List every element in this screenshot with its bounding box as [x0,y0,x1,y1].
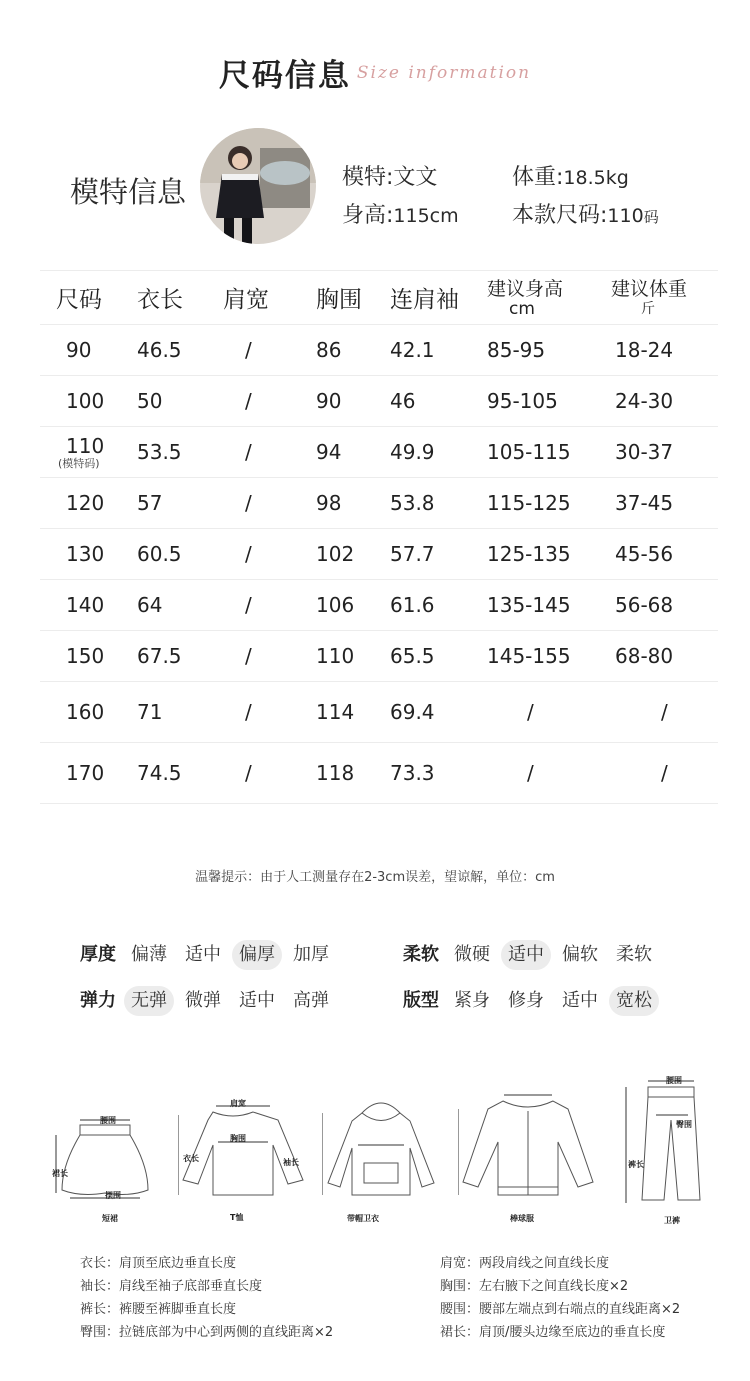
table-cell: 30-37 [605,427,718,478]
table-cell: 145-155 [487,631,605,682]
header-rec-height: 建议身高 cm [487,271,605,325]
table-cell: 95-105 [487,376,605,427]
table-cell: 90 [40,325,137,376]
baseball-jacket-diagram [458,1087,598,1205]
table-cell: 50 [137,376,223,427]
model-weight: 体重:18.5kg [512,165,629,190]
table-cell: 57 [137,478,223,529]
header-length: 衣长 [137,271,223,325]
definition-line: 腰围：腰部左端点到右端点的直线距离×2 [440,1302,681,1317]
tshirt-sleeve-label: 袖长 [283,1158,299,1167]
pants-name: 卫裤 [664,1216,680,1225]
attr-option: 高弹 [293,990,329,1011]
skirt-length-label: 裙长 [52,1169,68,1178]
garment-diagrams [40,1075,720,1235]
definition-line: 臀围：拉链底部为中心到两侧的直线距离×2 [80,1325,334,1340]
table-row [40,631,718,682]
table-cell: 105-115 [487,427,605,478]
attr-option: 微硬 [454,944,490,965]
header-chest: 胸围 [316,271,390,325]
table-cell: 69.4 [390,682,487,743]
table-cell: 90 [316,376,390,427]
attr-option: 偏薄 [131,944,167,965]
table-cell: 110 [316,631,390,682]
attr-label: 厚度 [80,944,116,965]
model-name: 模特:文文 [342,165,438,190]
table-row [40,478,718,529]
table-header-row [40,271,718,325]
header-rec-weight: 建议体重 斤 [605,271,718,325]
attr-fit [403,986,663,1016]
skirt-waist-label: 腰围 [100,1116,116,1125]
definitions-left [80,1252,333,1344]
definition-line: 裙长：肩顶/腰头边缘至底边的垂直长度 [440,1325,666,1340]
table-cell: 118 [316,743,390,804]
title-cn: 尺码信息 [218,58,351,94]
table-cell: 102 [316,529,390,580]
table-cell: 110 (模特码) [40,427,137,478]
attr-softness [403,940,663,970]
pants-hip-label: 臀围 [676,1120,692,1129]
header-sleeve: 连肩袖 [390,271,487,325]
table-cell: 57.7 [390,529,487,580]
table-cell: / [223,743,316,804]
table-cell: / [223,427,316,478]
skirt-name: 短裙 [102,1214,118,1223]
table-cell: / [605,743,718,804]
table-cell: 86 [316,325,390,376]
table-cell: 114 [316,682,390,743]
table-cell: 65.5 [390,631,487,682]
header-size: 尺码 [40,271,137,325]
tshirt-chest-label: 胸围 [230,1134,246,1143]
table-row [40,427,718,478]
table-cell: 160 [40,682,137,743]
tshirt-name: T恤 [230,1213,244,1222]
table-cell: 73.3 [390,743,487,804]
table-cell: / [223,631,316,682]
table-cell: 85-95 [487,325,605,376]
table-row [40,743,718,804]
table-cell: 71 [137,682,223,743]
attr-label: 柔软 [403,944,439,965]
table-cell: 67.5 [137,631,223,682]
definitions-right [440,1252,680,1344]
table-cell: 53.5 [137,427,223,478]
pants-length-label: 裤长 [628,1160,644,1169]
attr-option: 修身 [508,990,544,1011]
attr-elasticity [80,986,340,1016]
table-cell: / [223,682,316,743]
attr-option: 适中 [562,990,598,1011]
table-cell: 74.5 [137,743,223,804]
definition-line: 肩宽：两段肩线之间直线长度 [440,1256,610,1271]
model-size-note: (模特码) [58,457,100,470]
model-height: 身高:115cm [342,203,459,228]
attr-option-selected: 宽松 [609,986,659,1016]
hoodie-name: 带帽卫衣 [347,1214,379,1223]
attr-label: 弹力 [80,990,116,1011]
table-cell: 37-45 [605,478,718,529]
measurement-tip: 温馨提示：由于人工测量存在2-3cm误差，望谅解，单位：cm [195,870,555,885]
tshirt-diagram [178,1100,318,1200]
attr-option: 适中 [185,944,221,965]
table-cell: 94 [316,427,390,478]
pants-waist-label: 腰围 [666,1076,682,1085]
table-cell: 140 [40,580,137,631]
table-row [40,580,718,631]
table-cell: 18-24 [605,325,718,376]
table-cell: 53.8 [390,478,487,529]
table-cell: / [223,580,316,631]
table-cell: 98 [316,478,390,529]
table-cell: 61.6 [390,580,487,631]
definition-line: 衣长：肩顶至底边垂直长度 [80,1256,237,1271]
table-cell: 64 [137,580,223,631]
table-cell: / [223,325,316,376]
attr-option-selected: 适中 [501,940,551,970]
table-cell: / [223,478,316,529]
attr-label: 版型 [403,990,439,1011]
table-cell: 42.1 [390,325,487,376]
model-section-label: 模特信息 [70,175,187,209]
baseball-jacket-name: 棒球服 [510,1214,534,1223]
table-cell: 170 [40,743,137,804]
table-cell: / [223,529,316,580]
tshirt-shoulder-label: 肩宽 [230,1099,246,1108]
table-cell: 45-56 [605,529,718,580]
attr-thickness [80,940,340,970]
table-cell: 150 [40,631,137,682]
table-cell: 115-125 [487,478,605,529]
table-cell: 46.5 [137,325,223,376]
table-row [40,529,718,580]
model-size: 本款尺码:110码 [512,203,659,228]
table-row [40,325,718,376]
table-row [40,376,718,427]
table-cell: 24-30 [605,376,718,427]
attr-option: 加厚 [293,944,329,965]
table-cell: 46 [390,376,487,427]
attr-option: 适中 [239,990,275,1011]
definition-line: 裤长：裤腰至裤脚垂直长度 [80,1302,237,1317]
attr-option: 微弹 [185,990,221,1011]
definition-line: 袖长：肩线至袖子底部垂直长度 [80,1279,263,1294]
table-cell: 49.9 [390,427,487,478]
table-cell: 130 [40,529,137,580]
header-shoulder: 肩宽 [223,271,316,325]
table-cell: / [223,376,316,427]
table-cell: / [605,682,718,743]
title-en: Size information [356,62,532,83]
skirt-hem-label: 摆围 [105,1191,121,1200]
size-table [40,270,718,804]
tshirt-length-label: 衣长 [183,1154,199,1163]
attr-option-selected: 无弹 [124,986,174,1016]
definition-line: 胸围：左右腋下之间直线长度×2 [440,1279,629,1294]
table-cell: 120 [40,478,137,529]
pants-diagram [618,1075,718,1210]
table-cell: / [487,743,605,804]
table-cell: 68-80 [605,631,718,682]
table-cell: 106 [316,580,390,631]
table-row [40,682,718,743]
attr-option: 紧身 [454,990,490,1011]
attr-option: 偏软 [562,944,598,965]
table-cell: 125-135 [487,529,605,580]
table-cell: 60.5 [137,529,223,580]
table-cell: 135-145 [487,580,605,631]
attr-option: 柔软 [616,944,652,965]
table-cell: 56-68 [605,580,718,631]
table-cell: 100 [40,376,137,427]
model-avatar [200,128,316,244]
hoodie-diagram [322,1093,440,1205]
table-cell: / [487,682,605,743]
attr-option-selected: 偏厚 [232,940,282,970]
page-title [0,50,750,94]
